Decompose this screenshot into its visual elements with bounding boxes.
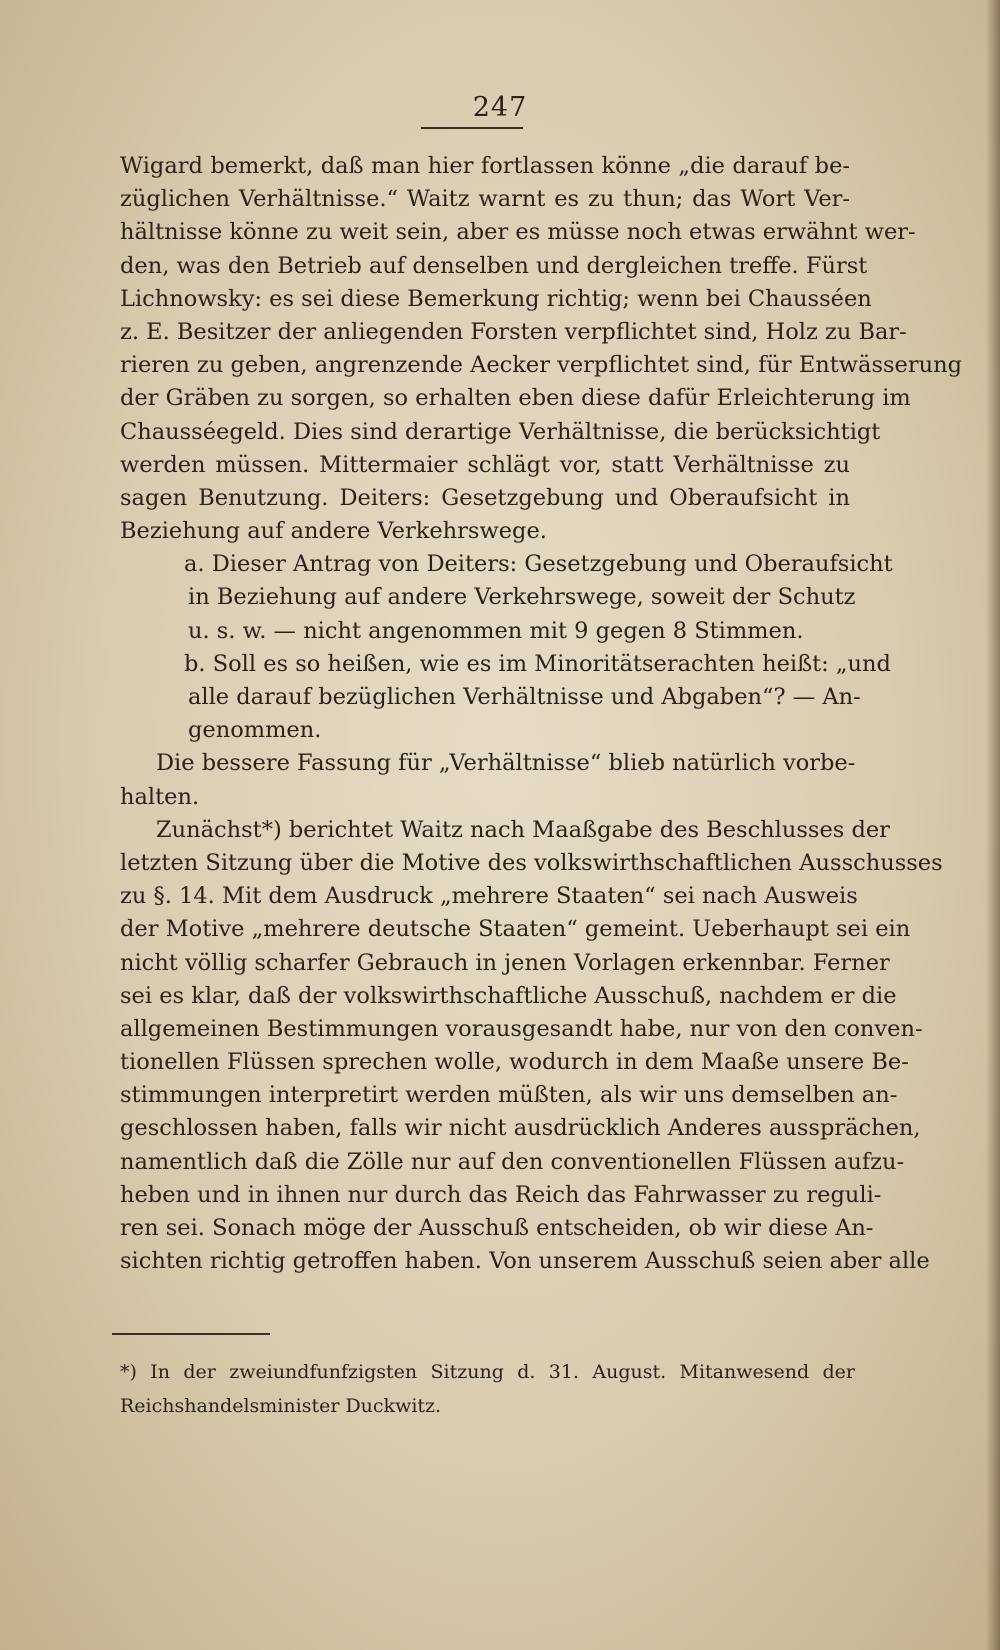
paragraph-2 [120,747,856,813]
footnote-line: Reichshandelsminister Duckwitz. [120,1395,442,1417]
paragraph-3 [120,814,943,1279]
list-item-b [120,648,891,748]
page-number-rule [421,127,523,129]
text-line: nicht völlig scharfer Gebrauch in jenen Vorlagen erkennbar. Ferner [120,949,890,976]
text-line: Zunächst*) berichtet Waitz nach Maaßgabe des Beschlusses der [156,816,890,843]
text-line: züglichen Verhältnisse.“ Waitz warnt es zu thun; das Wort Ver- [120,186,850,213]
text-line: alle darauf bezüglichen Verhältnisse und Abgaben“? — An- [188,684,861,710]
text-line: zu §. 14. Mit dem Ausdruck „mehrere Staaten“ sei nach Ausweis [120,883,858,910]
text-line: sei es klar, daß der volkswirthschaftliche Ausschuß, nachdem er die [120,982,897,1009]
text-line: werden müssen. Mittermaier schlägt vor, statt Verhältnisse zu [120,451,850,478]
text-line: Chausséegeld. Dies sind derartige Verhältnisse, die berücksichtigt [120,418,881,445]
text-line: b. Soll es so heißen, wie es im Minoritätserachten heißt: „und [184,650,891,677]
text-line: namentlich daß die Zölle nur auf den conventionellen Flüssen aufzu- [120,1148,905,1175]
paragraph-1 [120,150,963,548]
text-line: hältnisse könne zu weit sein, aber es müsse noch etwas erwähnt wer- [120,219,916,246]
text-line: Die bessere Fassung für „Verhältnisse“ blieb natürlich vorbe- [156,750,856,777]
page-number: 247 [472,92,528,123]
text-line: geschlossen haben, falls wir nicht ausdrücklich Anderes aussprächen, [120,1115,921,1142]
text-line: der Motive „mehrere deutsche Staaten“ gemeint. Ueberhaupt sei ein [120,916,911,943]
text-line: halten. [120,783,200,810]
footnote-line: *) In der zweiundfunfzigsten Sitzung d. 31. August. Mitanwesend der [120,1361,855,1383]
footnote [120,1355,855,1423]
text-line: sagen Benutzung. Deiters: Gesetzgebung und Oberaufsicht in [120,484,850,511]
text-line: stimmungen interpretirt werden müßten, als wir uns demselben an- [120,1082,898,1109]
text-line: letzten Sitzung über die Motive des volkswirthschaftlichen Ausschusses [120,849,943,876]
footnote-rule [112,1333,270,1335]
text-line: a. Dieser Antrag von Deiters: Gesetzgebung und Oberaufsicht [184,551,893,578]
text-line: in Beziehung auf andere Verkehrswege, soweit der Schutz [188,584,856,611]
text-line: genommen. [188,717,322,744]
text-line: rieren zu geben, angrenzende Aecker verpflichtet sind, für Entwässerung [120,352,963,379]
text-line: der Gräben zu sorgen, so erhalten eben diese dafür Erleichterung im [120,385,911,412]
list-item-a [120,548,893,648]
text-line: Wigard bemerkt, daß man hier fortlassen könne „die darauf be- [120,153,850,179]
text-line: heben und in ihnen nur durch das Reich das Fahrwasser zu reguli- [120,1181,882,1208]
main-text [120,150,963,1278]
text-line: allgemeinen Bestimmungen vorausgesandt habe, nur von den conven- [120,1015,923,1042]
text-line: z. E. Besitzer der anliegenden Forsten verpflichtet sind, Holz zu Bar- [120,318,907,345]
text-line: ren sei. Sonach möge der Ausschuß entscheiden, ob wir diese An- [120,1215,874,1241]
text-line: tionellen Flüssen sprechen wolle, wodurch in dem Maaße unsere Be- [120,1049,909,1076]
text-line: Lichnowsky: es sei diese Bemerkung richtig; wenn bei Chausséen [120,285,872,312]
text-line: sichten richtig getroffen haben. Von unserem Ausschuß seien aber alle [120,1248,930,1275]
text-line: den, was den Betrieb auf denselben und dergleichen treffe. Fürst [120,252,868,279]
text-line: Beziehung auf andere Verkehrswege. [120,518,547,545]
text-line: u. s. w. — nicht angenommen mit 9 gegen 8 Stimmen. [188,617,804,644]
